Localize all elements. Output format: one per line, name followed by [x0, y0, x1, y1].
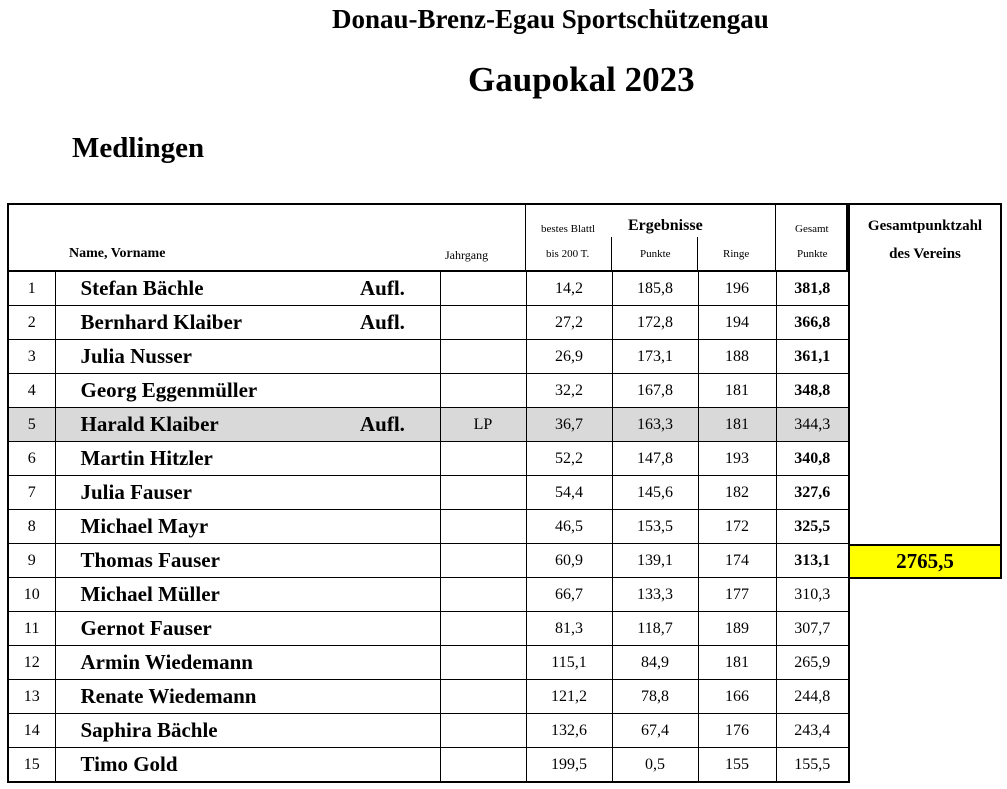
table-row — [8, 374, 849, 408]
row-ringe: 189 — [698, 612, 776, 646]
row-ringe: 166 — [698, 680, 776, 714]
row-gesamt: 381,8 — [776, 271, 849, 306]
row-jahrgang — [440, 374, 526, 408]
row-punkte: 167,8 — [612, 374, 698, 408]
row-gesamt: 265,9 — [776, 646, 849, 680]
row-rank: 8 — [8, 510, 55, 544]
row-ringe: 193 — [698, 442, 776, 476]
row-jahrgang — [440, 612, 526, 646]
competition-title: Gaupokal 2023 — [468, 60, 695, 99]
row-gesamt: 366,8 — [776, 306, 849, 340]
row-aufl — [345, 680, 440, 714]
row-gesamt: 307,7 — [776, 612, 849, 646]
table-row — [8, 714, 849, 748]
row-aufl — [345, 748, 440, 783]
row-ringe: 181 — [698, 646, 776, 680]
row-rank: 5 — [8, 408, 55, 442]
row-rank: 2 — [8, 306, 55, 340]
row-punkte: 78,8 — [612, 680, 698, 714]
row-rank: 9 — [8, 544, 55, 578]
row-jahrgang — [440, 306, 526, 340]
row-gesamt: 243,4 — [776, 714, 849, 748]
row-aufl — [345, 374, 440, 408]
row-aufl: Aufl. — [345, 408, 440, 442]
header-divider — [697, 237, 698, 270]
row-best-blattl: 115,1 — [526, 646, 612, 680]
row-name: Martin Hitzler — [55, 442, 345, 476]
table-row — [8, 442, 849, 476]
row-jahrgang — [440, 510, 526, 544]
row-name: Michael Müller — [55, 578, 345, 612]
row-punkte: 163,3 — [612, 408, 698, 442]
row-ringe: 181 — [698, 408, 776, 442]
row-jahrgang — [440, 680, 526, 714]
row-rank: 13 — [8, 680, 55, 714]
row-best-blattl: 121,2 — [526, 680, 612, 714]
column-header-ergebnisse: Ergebnisse — [628, 217, 703, 234]
row-name: Armin Wiedemann — [55, 646, 345, 680]
row-aufl — [345, 476, 440, 510]
row-best-blattl: 60,9 — [526, 544, 612, 578]
column-header-ringe: Ringe — [723, 248, 750, 260]
table-row — [8, 578, 849, 612]
row-best-blattl: 46,5 — [526, 510, 612, 544]
row-jahrgang — [440, 646, 526, 680]
row-name: Saphira Bächle — [55, 714, 345, 748]
row-ringe: 196 — [698, 271, 776, 306]
table-row — [8, 544, 849, 578]
row-name: Gernot Fauser — [55, 612, 345, 646]
column-header-best-top: bestes Blattl — [541, 223, 596, 235]
column-header-name: Name, Vorname — [69, 246, 166, 261]
table-row — [8, 510, 849, 544]
row-jahrgang — [440, 340, 526, 374]
row-rank: 15 — [8, 748, 55, 783]
table-row — [8, 306, 849, 340]
table-row — [8, 340, 849, 374]
header-divider — [525, 205, 526, 270]
row-ringe: 194 — [698, 306, 776, 340]
row-ringe: 176 — [698, 714, 776, 748]
row-name: Bernhard Klaiber — [55, 306, 345, 340]
table-row — [8, 476, 849, 510]
row-name: Julia Fauser — [55, 476, 345, 510]
row-aufl — [345, 714, 440, 748]
row-name: Stefan Bächle — [55, 271, 345, 306]
column-header-best-bottom: bis 200 T. — [546, 248, 590, 260]
row-rank: 4 — [8, 374, 55, 408]
club-total-header-top: Gesamtpunktzahl — [867, 218, 983, 234]
row-best-blattl: 81,3 — [526, 612, 612, 646]
row-punkte: 67,4 — [612, 714, 698, 748]
row-punkte: 139,1 — [612, 544, 698, 578]
row-gesamt: 348,8 — [776, 374, 849, 408]
row-aufl — [345, 544, 440, 578]
row-ringe: 188 — [698, 340, 776, 374]
results-table — [7, 270, 850, 783]
row-rank: 10 — [8, 578, 55, 612]
table-row — [8, 646, 849, 680]
row-gesamt: 313,1 — [776, 544, 849, 578]
row-punkte: 145,6 — [612, 476, 698, 510]
row-best-blattl: 52,2 — [526, 442, 612, 476]
row-aufl — [345, 612, 440, 646]
row-jahrgang — [440, 544, 526, 578]
row-best-blattl: 66,7 — [526, 578, 612, 612]
row-punkte: 133,3 — [612, 578, 698, 612]
column-header-punkte: Punkte — [640, 248, 671, 260]
table-row — [8, 408, 849, 442]
row-best-blattl: 14,2 — [526, 271, 612, 306]
club-title: Medlingen — [72, 132, 205, 164]
row-name: Thomas Fauser — [55, 544, 345, 578]
row-best-blattl: 32,2 — [526, 374, 612, 408]
row-punkte: 172,8 — [612, 306, 698, 340]
row-ringe: 172 — [698, 510, 776, 544]
row-aufl — [345, 646, 440, 680]
table-row — [8, 680, 849, 714]
row-gesamt: 340,8 — [776, 442, 849, 476]
row-gesamt: 325,5 — [776, 510, 849, 544]
row-jahrgang — [440, 714, 526, 748]
row-rank: 14 — [8, 714, 55, 748]
row-aufl: Aufl. — [345, 271, 440, 306]
column-header-gesamt-top: Gesamt — [795, 223, 829, 235]
row-gesamt: 244,8 — [776, 680, 849, 714]
table-row — [8, 612, 849, 646]
row-ringe: 155 — [698, 748, 776, 783]
row-gesamt: 361,1 — [776, 340, 849, 374]
row-punkte: 147,8 — [612, 442, 698, 476]
row-rank: 6 — [8, 442, 55, 476]
row-punkte: 118,7 — [612, 612, 698, 646]
header-divider — [611, 237, 612, 270]
table-row — [8, 748, 849, 783]
column-header-gesamt-bottom: Punkte — [797, 248, 828, 260]
row-name: Renate Wiedemann — [55, 680, 345, 714]
column-header-jahrgang: Jahrgang — [445, 248, 489, 262]
row-jahrgang — [440, 442, 526, 476]
row-gesamt: 344,3 — [776, 408, 849, 442]
row-ringe: 181 — [698, 374, 776, 408]
row-ringe: 177 — [698, 578, 776, 612]
row-aufl — [345, 510, 440, 544]
row-gesamt: 155,5 — [776, 748, 849, 783]
row-name: Julia Nusser — [55, 340, 345, 374]
table-row — [8, 271, 849, 306]
row-aufl — [345, 578, 440, 612]
row-best-blattl: 36,7 — [526, 408, 612, 442]
row-punkte: 0,5 — [612, 748, 698, 783]
row-rank: 1 — [8, 271, 55, 306]
row-best-blattl: 26,9 — [526, 340, 612, 374]
row-name: Timo Gold — [55, 748, 345, 783]
row-jahrgang — [440, 476, 526, 510]
row-ringe: 174 — [698, 544, 776, 578]
row-name: Michael Mayr — [55, 510, 345, 544]
row-aufl: Aufl. — [345, 306, 440, 340]
row-aufl — [345, 442, 440, 476]
row-jahrgang — [440, 271, 526, 306]
club-total-header-bottom: des Vereins — [889, 246, 961, 262]
row-best-blattl: 27,2 — [526, 306, 612, 340]
row-best-blattl: 132,6 — [526, 714, 612, 748]
row-name: Harald Klaiber — [55, 408, 345, 442]
row-ringe: 182 — [698, 476, 776, 510]
row-rank: 3 — [8, 340, 55, 374]
row-rank: 12 — [8, 646, 55, 680]
row-punkte: 153,5 — [612, 510, 698, 544]
header-divider — [775, 205, 776, 270]
row-jahrgang — [440, 748, 526, 783]
row-punkte: 84,9 — [612, 646, 698, 680]
row-best-blattl: 54,4 — [526, 476, 612, 510]
row-name: Georg Eggenmüller — [55, 374, 345, 408]
club-total-value: 2765,5 — [848, 544, 1002, 579]
row-punkte: 173,1 — [612, 340, 698, 374]
organization-title: Donau-Brenz-Egau Sportschützengau — [332, 4, 769, 34]
row-punkte: 185,8 — [612, 271, 698, 306]
row-best-blattl: 199,5 — [526, 748, 612, 783]
row-aufl — [345, 340, 440, 374]
row-rank: 7 — [8, 476, 55, 510]
row-rank: 11 — [8, 612, 55, 646]
row-gesamt: 310,3 — [776, 578, 849, 612]
row-jahrgang — [440, 578, 526, 612]
row-jahrgang: LP — [440, 408, 526, 442]
row-gesamt: 327,6 — [776, 476, 849, 510]
